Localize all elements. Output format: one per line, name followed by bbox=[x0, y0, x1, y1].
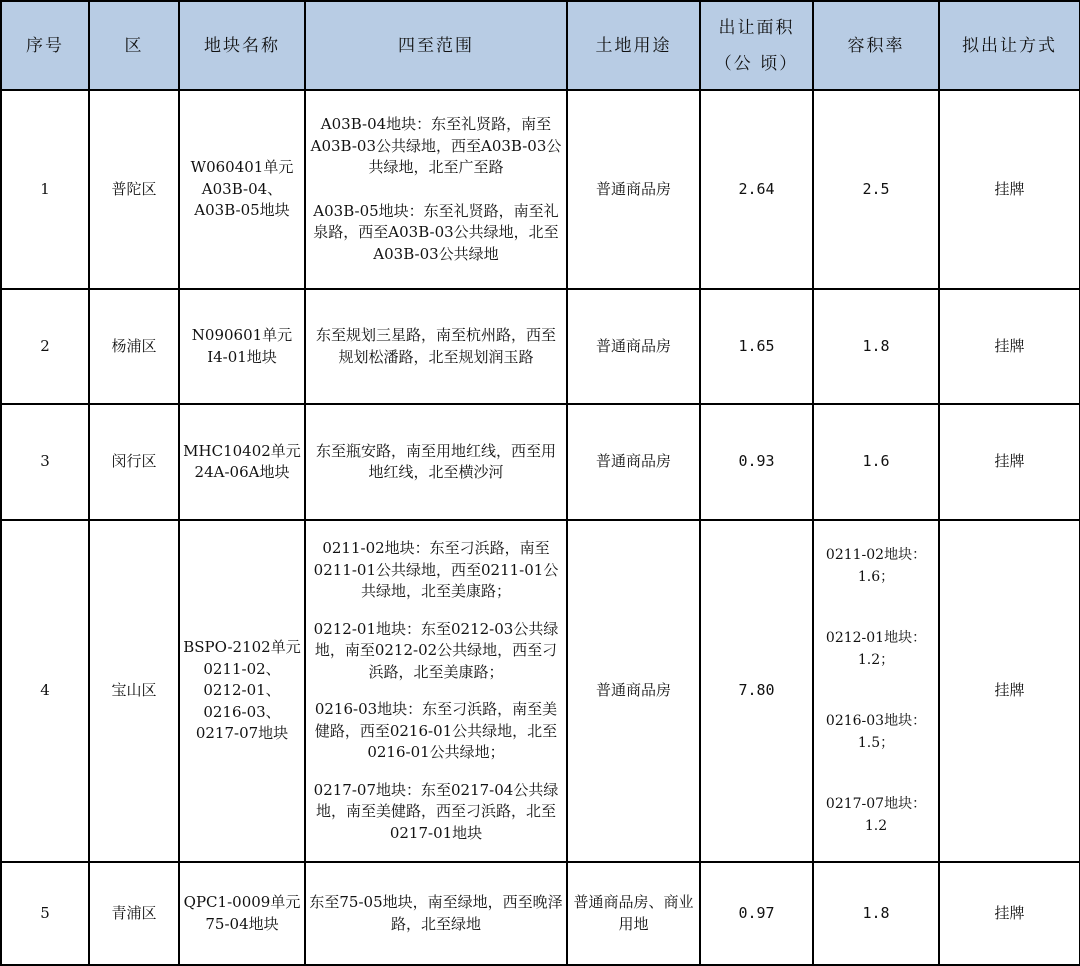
far-item: 0217-07地块：1.2 bbox=[825, 796, 927, 834]
bounds-paragraph: A03B-05地块：东至礼贤路，南至礼泉路，西至A03B-03公共绿地，北至A03B-03公共绿地 bbox=[313, 201, 559, 263]
cell-district: 青浦区 bbox=[89, 862, 179, 965]
table-row bbox=[1, 862, 1080, 965]
header-name: 地块名称 bbox=[179, 1, 305, 90]
header-far: 容积率 bbox=[813, 1, 939, 90]
cell-name: BSPO-2102单元0211-02、0212-01、0216-03、0217-07地块 bbox=[179, 520, 305, 862]
table-row bbox=[1, 404, 1080, 520]
cell-area: 0.93 bbox=[700, 404, 813, 520]
cell-bounds bbox=[305, 404, 567, 520]
cell-far: 2.5 bbox=[813, 90, 939, 289]
cell-name: W060401单元A03B-04、A03B-05地块 bbox=[179, 90, 305, 289]
bounds-paragraph: 0211-02地块：东至刁浜路，南至0211-01公共绿地，西至0211-01公共绿地，北至美康路； bbox=[313, 539, 559, 600]
cell-district: 普陀区 bbox=[89, 90, 179, 289]
bounds-paragraph: A03B-04地块：东至礼贤路，南至A03B-03公共绿地，西至A03B-03公共绿地，北至广至路 bbox=[310, 115, 562, 176]
header-area bbox=[700, 1, 813, 90]
cell-seq: 1 bbox=[1, 90, 89, 289]
cell-name: N090601单元I4-01地块 bbox=[179, 289, 305, 404]
cell-bounds bbox=[305, 90, 567, 289]
bounds-paragraph: 东至75-05地块，南至绿地，西至晚泽路，北至绿地 bbox=[309, 893, 563, 933]
cell-far bbox=[813, 520, 939, 862]
bounds-paragraph: 东至规划三星路，南至杭州路，西至规划松潘路，北至规划润玉路 bbox=[315, 326, 556, 366]
cell-far: 1.6 bbox=[813, 404, 939, 520]
cell-method: 挂牌 bbox=[939, 289, 1080, 404]
cell-district: 杨浦区 bbox=[89, 289, 179, 404]
header-seq: 序号 bbox=[1, 1, 89, 90]
cell-area: 0.97 bbox=[700, 862, 813, 965]
cell-name: MHC10402单元24A-06A地块 bbox=[179, 404, 305, 520]
cell-area: 7.80 bbox=[700, 520, 813, 862]
cell-far: 1.8 bbox=[813, 289, 939, 404]
bounds-paragraph: 0212-01地块：东至0212-03公共绿地，南至0212-02公共绿地，西至刁浜路，北至美康路； bbox=[313, 619, 559, 681]
cell-seq: 4 bbox=[1, 520, 89, 862]
cell-bounds bbox=[305, 520, 567, 862]
cell-bounds bbox=[305, 289, 567, 404]
bounds-paragraph: 0217-07地块：东至0217-04公共绿地，南至美健路，西至刁浜路，北至0217-01地块 bbox=[313, 780, 559, 842]
cell-name: QPC1-0009单元75-04地块 bbox=[179, 862, 305, 965]
cell-seq: 3 bbox=[1, 404, 89, 520]
header-use: 土地用途 bbox=[567, 1, 700, 90]
cell-method: 挂牌 bbox=[939, 90, 1080, 289]
table-row bbox=[1, 289, 1080, 404]
cell-method: 挂牌 bbox=[939, 520, 1080, 862]
header-district: 区 bbox=[89, 1, 179, 90]
cell-use: 普通商品房、商业用地 bbox=[567, 862, 700, 965]
header-area-line2: （公 顷） bbox=[714, 53, 799, 74]
header-method: 拟出让方式 bbox=[939, 1, 1080, 90]
cell-method: 挂牌 bbox=[939, 862, 1080, 965]
cell-seq: 5 bbox=[1, 862, 89, 965]
far-item: 0211-02地块：1.6； bbox=[825, 547, 927, 585]
bounds-paragraph: 0216-03地块：东至刁浜路，南至美健路，西至0216-01公共绿地，北至0216-01公共绿地； bbox=[314, 700, 558, 761]
table-row bbox=[1, 90, 1080, 289]
table-row bbox=[1, 520, 1080, 862]
far-item: 0216-03地块：1.5； bbox=[825, 713, 927, 751]
header-bounds: 四至范围 bbox=[305, 1, 567, 90]
cell-area: 2.64 bbox=[700, 90, 813, 289]
cell-bounds bbox=[305, 862, 567, 965]
cell-far: 1.8 bbox=[813, 862, 939, 965]
cell-district: 闵行区 bbox=[89, 404, 179, 520]
cell-use: 普通商品房 bbox=[567, 404, 700, 520]
cell-use: 普通商品房 bbox=[567, 520, 700, 862]
far-item: 0212-01地块：1.2； bbox=[825, 630, 927, 668]
cell-seq: 2 bbox=[1, 289, 89, 404]
cell-use: 普通商品房 bbox=[567, 289, 700, 404]
bounds-paragraph: 东至瓶安路，南至用地红线，西至用地红线，北至横沙河 bbox=[315, 441, 556, 481]
header-row bbox=[1, 1, 1080, 90]
cell-use: 普通商品房 bbox=[567, 90, 700, 289]
cell-area: 1.65 bbox=[700, 289, 813, 404]
cell-district: 宝山区 bbox=[89, 520, 179, 862]
header-area-line1: 出让面积 bbox=[718, 17, 795, 38]
cell-method: 挂牌 bbox=[939, 404, 1080, 520]
